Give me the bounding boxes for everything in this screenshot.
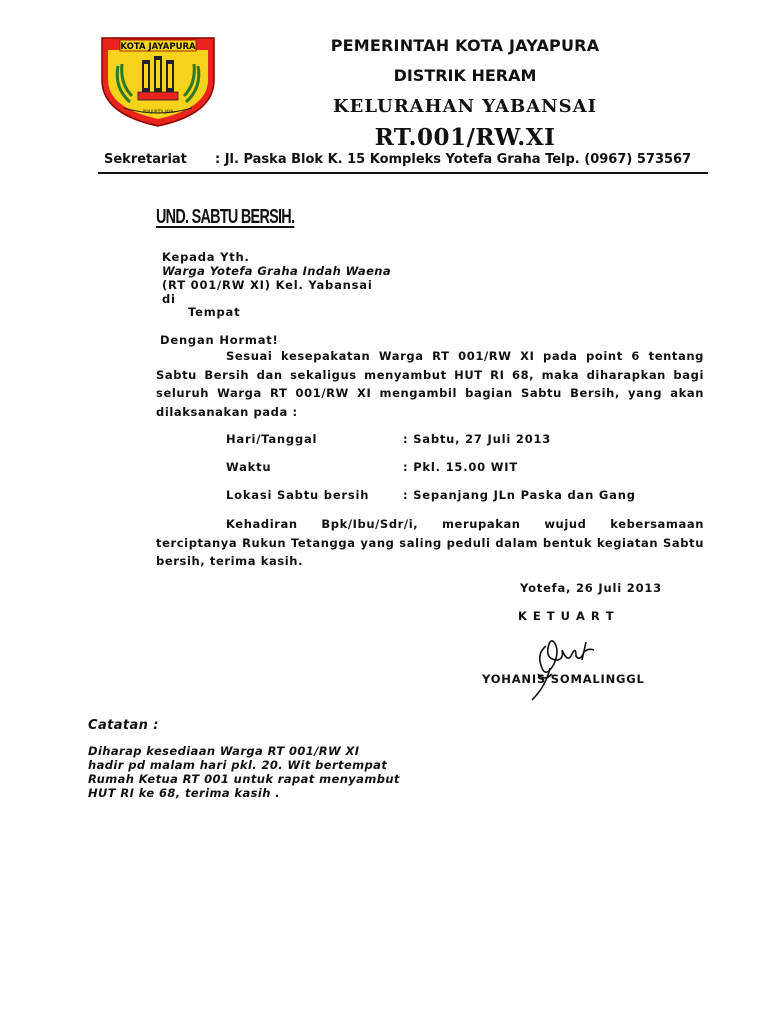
signer-role: K E T U A R T <box>518 609 615 623</box>
place-date: Yotefa, 26 Juli 2013 <box>520 581 662 595</box>
detail-label-time: Waktu <box>226 460 272 474</box>
note-line-2: hadir pd malam hari pkl. 20. Wit bertempat <box>88 758 388 772</box>
detail-value-date: : Sabtu, 27 Juli 2013 <box>403 432 552 446</box>
greeting: Dengan Hormat! <box>160 333 279 347</box>
detail-label-location: Lokasi Sabtu bersih <box>226 488 370 502</box>
document-title: UND. SABTU BERSIH. <box>156 206 295 228</box>
letterhead-divider <box>98 172 708 174</box>
addressee-line-5: Tempat <box>188 305 241 319</box>
rt-rw-title: RT.001/RW.XI <box>374 124 556 151</box>
signer-name: YOHANIS SOMALINGGL <box>482 672 645 686</box>
logo-motto: PRAJURITA JAYA <box>142 109 174 114</box>
addressee-line-3: (RT 001/RW XI) Kel. Yabansai <box>162 278 373 292</box>
district-title: DISTRIK HERAM <box>393 66 537 85</box>
note-line-3: Rumah Ketua RT 001 untuk rapat menyambut <box>88 772 400 786</box>
addressee-line-4: di <box>162 292 176 306</box>
note-line-1: Diharap kesediaan Warga RT 001/RW XI <box>88 744 360 758</box>
note-heading: Catatan : <box>88 718 159 733</box>
detail-value-time: : Pkl. 15.00 WIT <box>403 460 518 474</box>
secretariat-label: Sekretariat <box>104 152 187 167</box>
handwritten-signature <box>510 624 610 704</box>
kelurahan-title: KELURAHAN YABANSAI <box>332 96 598 117</box>
detail-label-date: Hari/Tanggal <box>226 432 318 446</box>
paragraph-1-text: Sesuai kesepakatan Warga RT 001/RW XI pada point 6 tentang Sabtu Bersih dan sekaligus menyambut HUT RI 68, maka diharapkan bagi seluruh Warga RT 001/RW XI mengambil bagian Sabtu Bersih, yang akan dilaksanakan pada : <box>156 349 704 419</box>
addressee-line-2: Warga Yotefa Graha Indah Waena <box>162 264 392 278</box>
gov-title: PEMERINTAH KOTA JAYAPURA <box>330 36 600 55</box>
kota-jayapura-logo <box>100 36 216 128</box>
paragraph-1 <box>156 347 704 421</box>
paragraph-2 <box>156 515 704 571</box>
paragraph-2-text: Kehadiran Bpk/Ibu/Sdr/i, merupakan wujud kebersamaan terciptanya Rukun Tetangga yang saling peduli dalam bentuk kegiatan Sabtu bersih, terima kasih. <box>156 517 704 568</box>
note-line-4: HUT RI ke 68, terima kasih . <box>88 786 280 800</box>
detail-value-location: : Sepanjang JLn Paska dan Gang <box>403 488 636 502</box>
logo-title: KOTA JAYAPURA <box>120 42 196 52</box>
addressee-line-1: Kepada Yth. <box>162 250 250 264</box>
secretariat-address: : Jl. Paska Blok K. 15 Kompleks Yotefa Graha Telp. (0967) 573567 <box>215 152 692 167</box>
